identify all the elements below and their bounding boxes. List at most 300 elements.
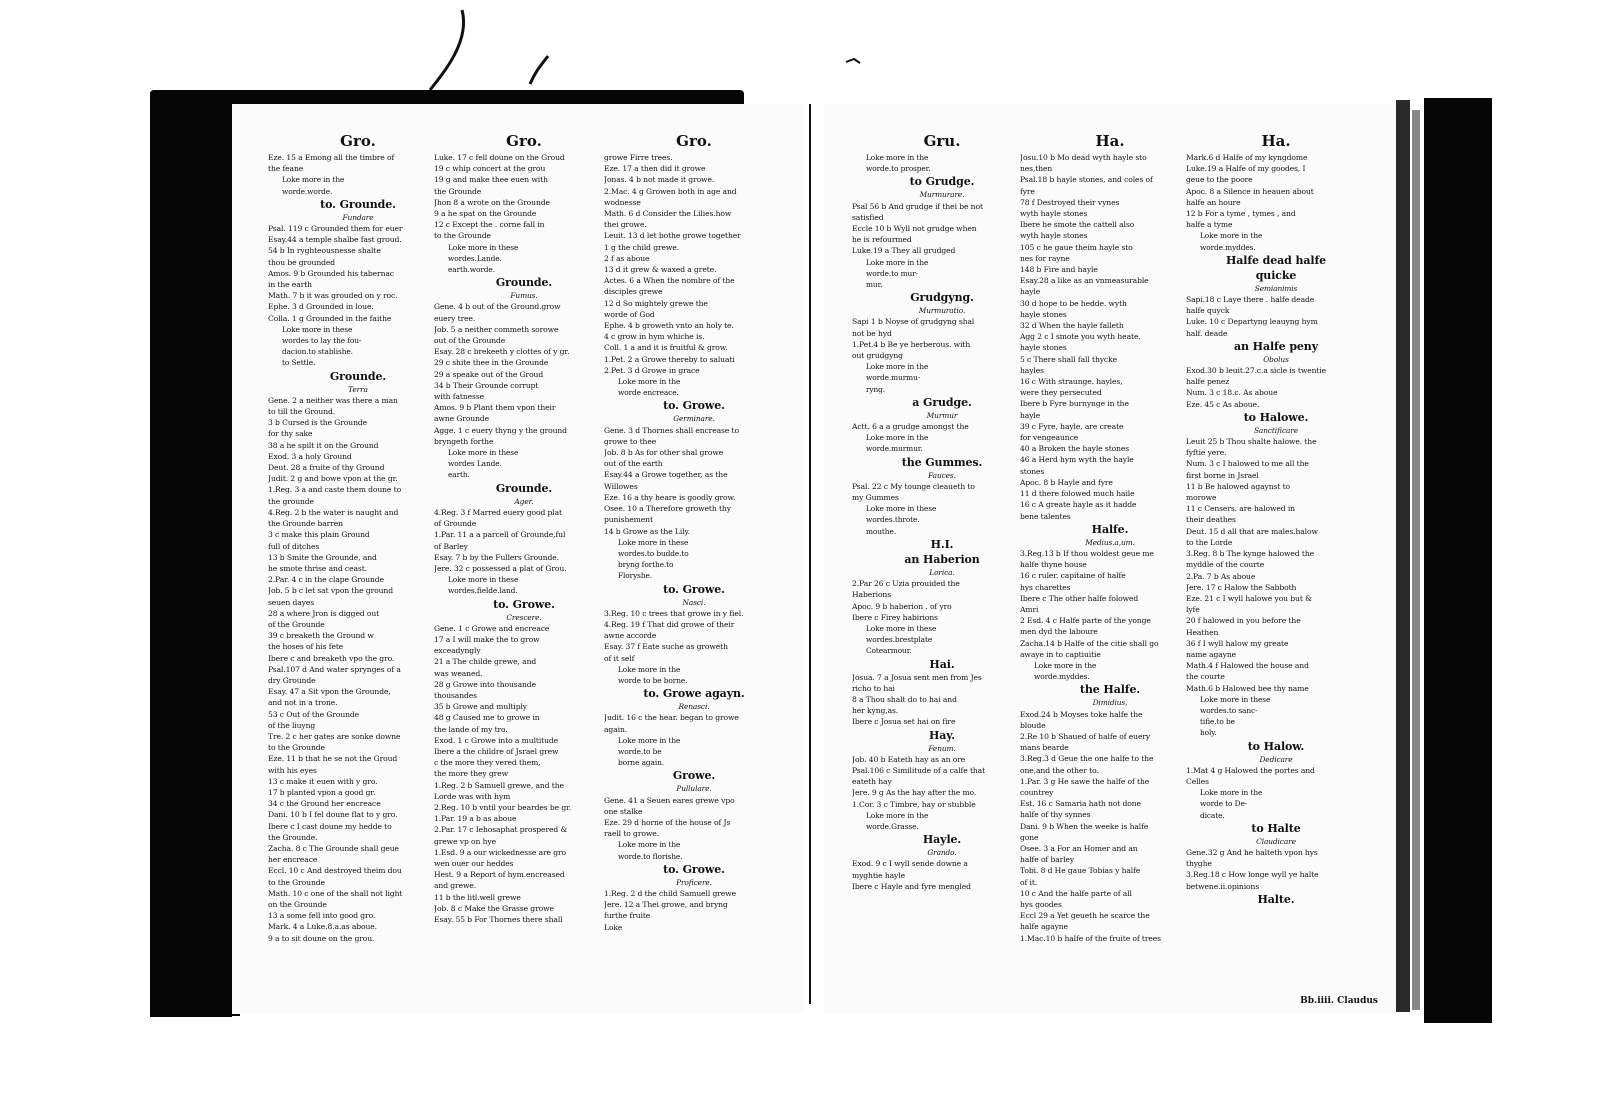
entry-line: 105 c he gaue theim hayle sto xyxy=(1020,242,1133,252)
entry-line: Gene. 41 a Seuen eares grewe vpo xyxy=(604,795,735,805)
entry-line: Exod. 1 c Growe into a multitude xyxy=(434,735,559,745)
cross-reference: holy. xyxy=(1200,728,1217,738)
entry-line: halfe a tyme xyxy=(1186,220,1233,230)
entry-line: name agayne xyxy=(1186,649,1237,659)
entry-line: wyth hayle stones xyxy=(1020,231,1088,241)
entry-line: wen ouer our heddes xyxy=(434,858,514,868)
headword: the Gummes. xyxy=(901,455,983,469)
entry-line: Exod.24 b Moyses toke halfe the xyxy=(1020,709,1143,719)
entry-line: gone xyxy=(1020,832,1039,842)
headword: to. Growe. xyxy=(663,582,725,596)
entry-line: 11 b the litl.well grewe xyxy=(434,892,521,902)
entry-line: 8 a Thou shalt do to hai and xyxy=(852,694,957,704)
latin-gloss: Pullulare. xyxy=(676,784,712,794)
entry-line: on the Grounde xyxy=(268,900,327,909)
entry-line: Math. 6 d Consider the Lilies.how xyxy=(604,209,732,219)
cross-reference: Loke more in the xyxy=(1200,788,1263,798)
entry-line: to the Grounde xyxy=(434,231,491,241)
entry-line: halfe quyck xyxy=(1186,306,1230,316)
entry-line: Job. 40 b Eateth hay as an ore xyxy=(852,754,966,764)
entry-line: Ibere b Fyre burnynge in the xyxy=(1020,399,1129,409)
latin-gloss: Ager. xyxy=(514,496,534,506)
entry-line: Luke.19 a Halfe of my goodes, I xyxy=(1186,164,1306,174)
entry-line: lyfe xyxy=(1186,605,1200,615)
entry-line: 5 c There shall fall thycke xyxy=(1020,354,1117,364)
entry-line: Ibere c I cast doune my hedde to xyxy=(268,821,392,831)
entry-line: the Grounde. xyxy=(268,832,318,842)
latin-gloss: Fenum. xyxy=(928,743,956,753)
entry-line: and grewe. xyxy=(434,881,477,891)
entry-line: 1 g the child grewe. xyxy=(604,242,680,252)
entry-line: Heathen xyxy=(1186,627,1219,637)
entry-line: Jere. 9 g As the hay after the mo. xyxy=(852,788,977,798)
latin-gloss: Fauces. xyxy=(928,470,956,480)
entry-line: Math. 7 b it was grouded on y roc. xyxy=(268,291,398,301)
entry-line: Psal.106 c Similitude of a calfe that xyxy=(852,765,986,775)
entry-line: 4.Reg. 2 b the water is naught and xyxy=(268,507,399,517)
cross-reference: wordes.brestplate xyxy=(866,635,933,645)
column-header: Gro. xyxy=(676,132,712,150)
entry-line: of it self xyxy=(604,653,635,663)
entry-line: Ibere c The other halfe folowed xyxy=(1020,593,1139,603)
entry-line: countrey xyxy=(1020,787,1054,797)
entry-line: her kyng,as. xyxy=(852,706,899,716)
entry-line: raell to growe. xyxy=(604,829,659,839)
entry-line: Exod. 3 a holy Ground xyxy=(268,451,352,461)
column-header: Gru. xyxy=(923,132,961,150)
entry-line: Judit. 16 c the hear. began to growe xyxy=(604,713,739,723)
entry-line: hys charettes xyxy=(1020,582,1071,592)
entry-line: 1.Esd. 9 a our wickednesse are gro xyxy=(434,847,567,857)
entry-line: 3 c make this plain Ground xyxy=(268,530,370,540)
entry-line: 34 b Their Grounde corrupt xyxy=(434,380,539,390)
left-page xyxy=(232,104,804,1014)
entry-line: first borne in Jsrael xyxy=(1186,470,1259,480)
entry-line: Apoc. 8 a Silence in heauen about xyxy=(1186,186,1314,196)
entry-line: to the Lorde xyxy=(1186,537,1233,547)
column-body xyxy=(1020,152,1200,944)
entry-line: awne accorde xyxy=(604,631,657,641)
latin-gloss: Dimidius, xyxy=(1092,698,1128,708)
entry-line: one stalke xyxy=(604,806,643,816)
entry-line: Esay. 47 a Sit vpon the Grounde, xyxy=(268,687,391,697)
entry-line: 53 c Out of the Grounde xyxy=(268,709,360,719)
entry-line: 20 f halowed in you before the xyxy=(1186,616,1301,626)
entry-line: Psal.107 d And water sprynges of a xyxy=(268,664,401,674)
entry-line: Psal.18 b hayle stones, and coles of xyxy=(1020,175,1153,185)
entry-line: 4 c grow in hym whiche is. xyxy=(604,332,705,342)
latin-gloss: Dedicare xyxy=(1259,754,1293,764)
entry-line: of the Grounde xyxy=(268,619,325,629)
entry-line: furthe fruite xyxy=(604,911,651,921)
entry-line: Eze. 11 b that he se not the Groud xyxy=(268,754,398,764)
entry-line: 1.Reg. 3 a and caste them doune to xyxy=(268,485,402,495)
entry-line: out grudgyng xyxy=(852,351,903,361)
entry-line: Eccl. 10 c And destroyed theim dou xyxy=(268,866,402,876)
entry-line: Job. 5 a neither commeth sorowe xyxy=(434,324,559,334)
headword: Growe. xyxy=(672,769,716,783)
column-body xyxy=(1186,152,1366,907)
latin-gloss: Medius.a,um. xyxy=(1085,537,1135,547)
cross-reference: wordes.fielde.land. xyxy=(448,586,518,596)
cross-reference: Loke more in the xyxy=(866,362,929,372)
headword: a Grudge. xyxy=(912,395,972,409)
entry-line: richo to hai xyxy=(852,683,895,693)
headword: Grounde. xyxy=(495,276,553,290)
entry-line: her encreace xyxy=(268,855,318,865)
entry-line: halfe of thy synnes xyxy=(1020,810,1091,820)
left-column-2 xyxy=(434,130,614,1000)
entry-line: 3.Reg.3 d Geue the one halfe to the xyxy=(1020,754,1154,764)
entry-line: 39 c breaketh the Ground w xyxy=(268,631,374,641)
cross-reference: Cotearmour. xyxy=(866,646,912,656)
entry-line: Exod. 9 c I wyll sende downe a xyxy=(852,859,968,869)
column-header: Ha. xyxy=(1261,132,1291,150)
entry-line: halfe thyne house xyxy=(1020,560,1087,570)
cross-reference: Loke more in the xyxy=(618,377,681,387)
cross-reference: worde.worde. xyxy=(282,186,333,196)
entry-line: Willowes xyxy=(604,481,638,491)
entry-line: 35 b Growe and multiply xyxy=(434,702,528,712)
cross-reference: wordes.to sanc- xyxy=(1200,705,1258,715)
latin-gloss: Sanctificare xyxy=(1253,425,1299,435)
entry-line: not be hyd xyxy=(852,328,892,338)
entry-line: hayle stones xyxy=(1020,343,1067,353)
cross-reference: mouthe. xyxy=(866,526,896,536)
entry-line: c the more they vered them, xyxy=(434,758,541,768)
entry-line: Gene. 3 d Thornes shall encrease to xyxy=(604,425,739,435)
entry-line: Esay.44 a temple shalbe fast groud. xyxy=(268,235,402,245)
entry-line: Zacha. 8 c The Grounde shall geue xyxy=(268,843,399,853)
entry-line: Esay.44 a Growe together, as the xyxy=(604,470,728,480)
entry-line: he smote thrise and ceast. xyxy=(268,563,367,573)
cross-reference: Loke more in the xyxy=(282,175,345,185)
headword: Hayle. xyxy=(922,833,962,847)
entry-line: myddle of the courte xyxy=(1186,560,1265,570)
cross-reference: wordes.throte. xyxy=(866,515,920,525)
cross-reference: wordes to lay the fou- xyxy=(282,336,362,346)
cross-reference: wordes Lande. xyxy=(448,459,502,469)
cross-reference: worde.to prosper. xyxy=(866,164,931,174)
cross-reference: tifie.to be xyxy=(1200,717,1235,727)
headword: to. Growe agayn. xyxy=(643,687,745,701)
cross-reference: worde.murmur. xyxy=(866,444,923,454)
latin-gloss: Crescere. xyxy=(506,612,542,622)
cross-reference: worde to be borne. xyxy=(618,675,688,685)
column-header: Gro. xyxy=(340,132,376,150)
entry-line: Jere. 17 c Halow the Sabboth xyxy=(1186,582,1297,592)
headword: Hai. xyxy=(929,657,955,671)
entry-line: 2.Pet. 3 d Growe in grace xyxy=(604,365,700,375)
entry-line: Amri xyxy=(1020,604,1039,614)
entry-line: Eze. 17 a then did it growe xyxy=(604,164,706,174)
entry-line: hys goodes xyxy=(1020,900,1062,909)
entry-line: Esay. 55 b For Thornes there shall xyxy=(434,915,563,924)
entry-line: Apoc. 9 b haberion . of yro xyxy=(852,601,952,611)
entry-line: 12 b For a tyme , tymes , and xyxy=(1186,209,1296,219)
cross-reference: Loke more in the xyxy=(618,840,681,850)
entry-line: euery tree. xyxy=(434,313,476,323)
cross-reference: worde to De- xyxy=(1200,799,1248,809)
entry-line: to till the Ground. xyxy=(268,407,336,417)
entry-line: wyth hayle stones xyxy=(1020,209,1088,219)
cross-reference: Loke more in these xyxy=(866,623,937,633)
entry-line: Est. 16 c Samaria hath not done xyxy=(1020,799,1141,809)
cross-reference: Floryshe. xyxy=(618,571,653,581)
entry-line: the Grounde xyxy=(434,186,482,196)
entry-line: men dyd the laboure xyxy=(1020,627,1098,637)
entry-line: Loke xyxy=(604,922,623,932)
cross-reference: Loke more in the xyxy=(866,810,929,820)
entry-line: halfe penez xyxy=(1186,377,1230,387)
latin-gloss: Fumus. xyxy=(510,291,538,301)
cross-reference: wordes.Lande. xyxy=(448,253,502,263)
entry-line: Esay.28 a like as an vnmeasurable xyxy=(1020,276,1149,286)
entry-line: Zacha.14 b Halfe of the citie shall go xyxy=(1020,638,1159,648)
entry-line: the grounde xyxy=(268,496,314,506)
column-body xyxy=(434,152,614,925)
entry-line: 32 d When the hayle falleth xyxy=(1020,321,1124,331)
entry-line: Psal. 22 c My tounge cleaueth to xyxy=(852,481,975,491)
entry-line: 39 c Fyre, hayle, are create xyxy=(1020,421,1124,431)
entry-line: Amos. 9 b Plant them vpon their xyxy=(434,403,556,413)
entry-line: 48 g Caused me to growe in xyxy=(434,713,540,723)
entry-line: 1.Pet.4 b Be ye herberous. with xyxy=(852,339,971,349)
right-column-1 xyxy=(852,130,1032,1000)
cross-reference: dacion.to stablishe. xyxy=(282,347,353,357)
entry-line: Colla. 1 g Grounded in the faithe xyxy=(268,313,392,323)
entry-line: 1.Cor. 3 c Timbre, hay or stubble xyxy=(852,799,976,809)
cross-reference: Loke more in these xyxy=(448,575,519,585)
entry-line: betwene.ii.opinions xyxy=(1186,881,1260,891)
entry-line: Luke.19 a They all grudged xyxy=(852,246,956,256)
cross-reference: worde encreace. xyxy=(618,388,679,398)
headword: to Halte xyxy=(1251,821,1301,835)
entry-line: 13 c make it euen with y gro. xyxy=(268,776,378,786)
entry-line: my Gummes xyxy=(852,493,899,503)
entry-line: their deathes xyxy=(1186,515,1236,525)
entry-line: thou be grounded xyxy=(268,257,336,267)
cross-reference: Loke more in the xyxy=(866,153,929,162)
column-header: Gro. xyxy=(506,132,542,150)
entry-line: Luke. 10 c Departyng leauyng hym xyxy=(1186,317,1318,327)
entry-line: Amos. 9 b Grounded his tabernac xyxy=(268,268,394,278)
entry-line: were they persecuted xyxy=(1020,388,1102,398)
entry-line: to the Grounde xyxy=(268,877,325,887)
entry-line: 16 c With straunge. hayles, xyxy=(1020,377,1123,387)
entry-line: 2 Esd. 4 c Halfe parte of the yonge xyxy=(1020,616,1151,626)
entry-line: halfe of barley xyxy=(1020,855,1075,865)
latin-gloss: Murmurare. xyxy=(919,190,965,200)
cross-reference: Loke more in these xyxy=(282,324,353,334)
entry-line: dry Grounde xyxy=(268,675,316,685)
entry-line: the feane xyxy=(268,164,304,174)
entry-line: for vengeaunce xyxy=(1020,433,1079,443)
entry-line: Deut. 28 a fruite of thy Ground xyxy=(268,463,385,473)
entry-line: thousandes xyxy=(434,690,477,700)
entry-line: mans bearde xyxy=(1020,743,1069,753)
entry-line: myghtie hayle xyxy=(852,870,905,880)
headword: to Grudge. xyxy=(909,175,975,189)
entry-line: Ephe. 4 b groweth vnto an holy te. xyxy=(604,321,734,331)
entry-line: Num. 3 c 18.c. As aboue xyxy=(1186,388,1278,398)
entry-line: stones xyxy=(1020,466,1045,476)
entry-line: Ibere a the childre of Jsrael grew xyxy=(434,746,559,756)
entry-line: Dani. 9 b When the weeke is halfe xyxy=(1020,821,1149,831)
cross-reference: worde.to mur- xyxy=(866,268,919,278)
cross-reference: Loke more in these xyxy=(866,504,937,514)
entry-line: 2.Par. 17 c Iehosaphat prospered & xyxy=(434,825,568,835)
headword: to Halowe. xyxy=(1243,410,1309,424)
entry-line: nes,then xyxy=(1020,164,1053,174)
entry-line: 19 c whip concert at the grou xyxy=(434,164,546,174)
entry-line: halfe an houre xyxy=(1186,197,1241,207)
entry-line: of it. xyxy=(1020,877,1038,887)
cross-reference: Loke more in these xyxy=(618,537,689,547)
entry-line: Jere. 32 c possessed a plat of Grou. xyxy=(434,563,567,573)
right-column-2 xyxy=(1020,130,1200,1000)
entry-line: satisfied xyxy=(852,212,884,222)
latin-gloss: Fundare xyxy=(342,212,374,222)
cross-reference: Loke more in these xyxy=(1200,694,1271,704)
entry-line: 11 b Be halowed agaynst to xyxy=(1186,481,1291,491)
headword: Halte. xyxy=(1257,892,1295,906)
entry-line: Job. 8 c Make the Grasse growe xyxy=(434,903,554,913)
entry-line: 12 d So mightely grewe the xyxy=(604,298,708,308)
entry-line: nes for rayne xyxy=(1020,253,1070,263)
column-body xyxy=(852,152,1032,892)
entry-line: full of ditches xyxy=(268,541,320,551)
entry-line: and not in a trone. xyxy=(268,698,338,708)
entry-line: Celles xyxy=(1186,776,1209,786)
entry-line: Mark.6 d Halfe of my kyngdome xyxy=(1186,153,1308,162)
entry-line: Leuit. 13 d let bothe growe together xyxy=(604,231,741,241)
latin-gloss: Claudicare xyxy=(1256,836,1296,846)
entry-line: the courte xyxy=(1186,672,1225,682)
entry-line: Josua. 7 a Josua sent men from Jes xyxy=(852,672,982,682)
entry-line: Math.4 f Halowed the house and xyxy=(1186,661,1309,671)
entry-line: eateth hay xyxy=(852,777,892,787)
entry-line: Eze. 16 a thy heare is goodly grow. xyxy=(604,492,736,502)
cross-reference: mur. xyxy=(866,280,883,290)
entry-line: in the earth xyxy=(268,280,312,290)
entry-line: he is refourmed xyxy=(852,235,912,245)
headword: H.I. xyxy=(930,537,954,551)
entry-line: growe to thee xyxy=(604,436,657,446)
entry-line: 1.Mac.10 b halfe of the fruite of trees xyxy=(1020,933,1161,943)
entry-line: fyre xyxy=(1020,186,1035,196)
entry-line: Esay. 37 f Eate suche as groweth xyxy=(604,642,728,652)
entry-line: 1.Par. 3 g He sawe the halfe of the xyxy=(1020,776,1150,786)
entry-line: Ibere he smote the cattell also xyxy=(1020,220,1135,230)
entry-line: Job. 8 b As for other shal growe xyxy=(604,448,724,458)
latin-gloss: Germinare. xyxy=(673,414,715,424)
entry-line: grewe vp on hye xyxy=(434,836,497,846)
entry-line: Gene. 2 a neither was there a man xyxy=(268,395,398,405)
entry-line: the more they grew xyxy=(434,769,508,779)
entry-line: 38 a he spilt it on the Ground xyxy=(268,440,379,450)
entry-line: 54 b In ryghteousnesse shalte xyxy=(268,246,381,256)
entry-line: Exod.30 b leuit.27.c.a sicle is twentie xyxy=(1186,366,1327,376)
entry-line: punishement xyxy=(604,515,653,525)
entry-line: Luke. 17 c fell doune on the Groud xyxy=(434,153,565,162)
entry-line: fyftie yere. xyxy=(1186,448,1227,458)
headword: Hay. xyxy=(928,728,956,742)
entry-line: Sapi.18 c Laye there . halfe deade xyxy=(1186,295,1315,305)
cross-reference: earth. xyxy=(448,470,470,480)
entry-line: Tre. 2 c her gates are sonke downe xyxy=(268,731,401,741)
entry-line: the lande of my tro. xyxy=(434,724,508,734)
entry-line: with fatnesse xyxy=(434,392,485,402)
entry-line: for thy sake xyxy=(268,429,313,439)
entry-line: 29 a speake out of the Groud xyxy=(434,369,544,379)
entry-line: 12 c Except the . corne fall in xyxy=(434,220,545,230)
entry-line: 11 c Censers. are halowed in xyxy=(1186,504,1295,514)
entry-line: halfe agayne xyxy=(1020,922,1068,932)
cross-reference: ryng. xyxy=(866,384,886,394)
cross-reference: borne again. xyxy=(618,758,665,768)
entry-line: 3 b Cursed is the Grounde xyxy=(268,418,368,428)
entry-line: 1.Reg. 2 d the child Samuell grewe xyxy=(604,888,736,898)
entry-line: Haberions xyxy=(852,590,892,600)
cross-reference: Loke more in the xyxy=(866,257,929,267)
entry-line: disciples grewe xyxy=(604,287,663,297)
entry-line: Job. 5 b c let sat vpon the ground xyxy=(268,586,393,596)
entry-line: Eze. 21 c I wyll halowe you but & xyxy=(1186,593,1312,603)
entry-line: 13 b Smite the Grounde, and xyxy=(268,552,377,562)
entry-line: Gene. 4 b out of the Ground.grow xyxy=(434,302,561,312)
entry-line: bloude xyxy=(1020,720,1046,730)
right-column-3 xyxy=(1186,130,1366,1000)
entry-line: Eccl 29 a Yet geueth he scarce the xyxy=(1020,911,1150,921)
entry-line: Agge. 1 c euery thyng y the ground xyxy=(434,425,567,435)
book-spine xyxy=(809,104,811,1004)
entry-line: Osee. 10 a Therefore groweth thy xyxy=(604,504,731,514)
entry-line: 2.Reg. 10 b vntil your beardes be gr. xyxy=(434,802,572,812)
cross-reference: Loke more in these xyxy=(448,448,519,458)
entry-line: 9 a to sit doune on the grou. xyxy=(268,933,375,943)
entry-line: of Barley xyxy=(434,541,468,551)
entry-line: Leuit 25 b Thou shalte halowe. the xyxy=(1186,437,1317,447)
entry-line: of the liuyng xyxy=(268,720,316,730)
entry-line: 3.Reg.18 c How longe wyll ye halte xyxy=(1186,870,1319,880)
entry-line: 1.Par. 11 a a parcell of Grounde,ful xyxy=(434,530,566,540)
entry-line: 1.Reg. 2 b Samuell grewe, and the xyxy=(434,780,564,790)
entry-line: with his eyes xyxy=(268,765,317,775)
latin-gloss: Murmuratio. xyxy=(918,306,966,316)
entry-line: 2.Par 26 c Uzia prouided the xyxy=(852,579,960,589)
entry-line: 28 g Growe into thousande xyxy=(434,679,536,689)
latin-gloss: Obolus xyxy=(1263,354,1289,364)
entry-line: Ibere c and breaketh vpo the gro. xyxy=(268,653,395,663)
entry-line: 13 a some fell into good gro. xyxy=(268,911,376,921)
entry-line: wodnesse xyxy=(604,197,641,207)
entry-line: Math. 10 c one of the shall not light xyxy=(268,888,403,898)
entry-line: Jere. 12 a Thei growe, and bryng xyxy=(604,900,728,910)
entry-line: Dani. 10 b I fel doune flat to y gro. xyxy=(268,810,398,820)
entry-line: out of the earth xyxy=(604,459,663,469)
entry-line: again. xyxy=(604,724,628,734)
entry-line: 1.Mat 4 g Halowed the portes and xyxy=(1186,765,1315,775)
entry-line: 17 a I will make the to grow xyxy=(434,634,540,644)
entry-line: hayle xyxy=(1020,287,1041,297)
headword: the Halfe. xyxy=(1079,683,1141,697)
entry-line: morowe xyxy=(1186,493,1217,503)
entry-line: Ephe. 3 d Grounded in loue. xyxy=(268,302,374,312)
entry-line: 3.Reg.13 b If thou woldest geue me xyxy=(1020,548,1154,558)
entry-line: Ibere c Hayle and fyre mengled xyxy=(852,881,971,891)
column-header: Ha. xyxy=(1095,132,1125,150)
